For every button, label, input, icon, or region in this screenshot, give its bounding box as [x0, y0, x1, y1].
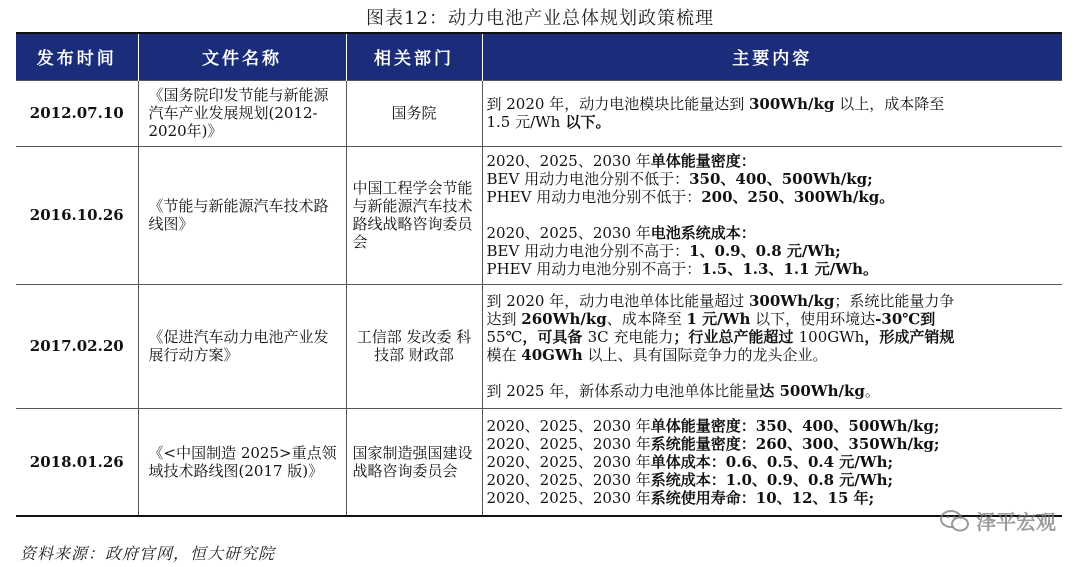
content-text: ；系统比能量力争	[834, 292, 955, 310]
header-main-content: 主要内容	[482, 33, 1062, 80]
content-text: 以上、具有国际竞争力的龙头企业。	[582, 346, 828, 364]
content-text: 2020、2025、2030 年	[486, 434, 651, 453]
content-text: 2020、2025、2030 年	[486, 452, 651, 471]
content-line	[487, 471, 1059, 489]
content-line	[487, 292, 1059, 310]
content-line	[487, 242, 1059, 260]
release-date: 2016.10.26	[16, 146, 138, 284]
main-content	[482, 80, 1062, 146]
content-text: 、成本降至	[606, 310, 687, 328]
content-line	[487, 417, 1059, 435]
content-highlight: 350、400、500Wh/kg;	[689, 170, 873, 188]
content-line	[487, 224, 1059, 242]
content-text: 2020、2025、2030 年	[486, 488, 651, 507]
header-document-name: 文件名称	[138, 33, 346, 80]
content-text: 到 2020 年，动力电池模块比能量达到	[486, 95, 749, 113]
content-line	[487, 310, 1059, 328]
content-spacer	[487, 206, 1059, 224]
content-highlight: 以下。	[560, 113, 611, 131]
content-highlight: 1.5、1.3、1.1 元/Wh。	[701, 260, 878, 278]
content-text: 1.5 元/Wh	[486, 113, 561, 131]
content-text: 以上，成本降至	[834, 95, 945, 113]
content-highlight: 260Wh/kg	[521, 310, 607, 328]
content-highlight: -30℃到	[875, 310, 936, 328]
content-spacer	[487, 364, 1059, 382]
main-content	[482, 284, 1062, 408]
content-text: 2020、2025、2030 年	[486, 152, 651, 170]
content-text: 3C 充电能力	[587, 328, 674, 346]
content-line	[487, 95, 1059, 113]
table-row	[16, 146, 1062, 284]
content-highlight: 单体能量密度：	[650, 152, 756, 170]
content-highlight: ，形成产销规	[864, 328, 955, 346]
content-highlight: 300Wh/kg	[748, 95, 835, 113]
source-note: 资料来源：政府官网，恒大研究院	[20, 544, 276, 563]
content-text: BEV 用动力电池分别不高于：	[486, 242, 690, 260]
policy-table	[16, 32, 1062, 517]
content-highlight: 单体能量密度：350、400、500Wh/kg;	[650, 416, 940, 435]
content-highlight: 40GWh	[521, 346, 583, 364]
content-text: 2020、2025、2030 年	[486, 224, 651, 242]
table-row	[16, 408, 1062, 516]
content-text: 以下，使用环境达	[750, 310, 876, 328]
content-line	[487, 382, 1059, 400]
content-line	[487, 188, 1059, 206]
content-line	[487, 170, 1059, 188]
watermark	[940, 506, 1056, 535]
content-text: 2020、2025、2030 年	[486, 416, 651, 435]
content-line	[487, 489, 1059, 507]
content-highlight: 系统使用寿命：10、12、15 年;	[650, 488, 875, 507]
release-date: 2017.02.20	[16, 284, 138, 408]
content-text: 100GWh	[798, 328, 865, 346]
table-caption: 图表12：动力电池产业总体规划政策梳理	[366, 8, 714, 29]
content-text: 模在	[486, 346, 522, 364]
document-name: 《<中国制造 2025>重点领域技术路线图(2017 版)》	[138, 408, 346, 516]
content-text: 到 2025 年，新体系动力电池单体比能量	[486, 382, 760, 400]
content-line	[487, 260, 1059, 278]
header-release-date: 发布时间	[16, 33, 138, 80]
content-highlight: ；行业总产能超过	[673, 328, 799, 346]
content-line	[487, 346, 1059, 364]
content-highlight: ，可具备	[522, 328, 588, 346]
release-date: 2012.07.10	[16, 80, 138, 146]
content-highlight: 300Wh/kg	[748, 292, 835, 310]
content-text: 2020、2025、2030 年	[486, 470, 651, 489]
header-department: 相关部门	[346, 33, 482, 80]
main-content	[482, 408, 1062, 516]
content-line	[487, 152, 1059, 170]
watermark-text: 泽平宏观	[976, 510, 1056, 534]
department: 工信部 发改委 科技部 财政部	[346, 284, 482, 408]
table-row	[16, 80, 1062, 146]
content-text: PHEV 用动力电池分别不高于：	[486, 260, 702, 278]
content-text: 达到	[486, 310, 522, 328]
table-header-row	[16, 33, 1062, 80]
department: 国务院	[346, 80, 482, 146]
content-text: 55℃	[486, 328, 523, 346]
document-name: 《国务院印发节能与新能源汽车产业发展规划(2012-2020年)》	[138, 80, 346, 146]
content-highlight: 电池系统成本：	[650, 224, 756, 242]
department: 中国工程学会节能与新能源汽车技术路线战略咨询委员会	[346, 146, 482, 284]
content-line	[487, 113, 1059, 131]
department: 国家制造强国建设战略咨询委员会	[346, 408, 482, 516]
content-highlight: 达 500Wh/kg	[759, 382, 865, 400]
content-text: BEV 用动力电池分别不低于：	[486, 170, 690, 188]
content-text: 。	[864, 382, 880, 400]
content-highlight: 系统成本：1.0、0.9、0.8 元/Wh;	[650, 470, 894, 489]
document-name: 《节能与新能源汽车技术路线图》	[138, 146, 346, 284]
release-date: 2018.01.26	[16, 408, 138, 516]
content-text: PHEV 用动力电池分别不低于：	[486, 188, 702, 206]
wechat-icon	[940, 509, 970, 533]
content-highlight: 单体成本：0.6、0.5、0.4 元/Wh;	[650, 452, 894, 471]
content-line	[487, 453, 1059, 471]
main-content	[482, 146, 1062, 284]
content-line	[487, 435, 1059, 453]
content-highlight: 1 元/Wh	[686, 310, 751, 328]
content-text: 到 2020 年，动力电池单体比能量超过	[486, 292, 749, 310]
document-name: 《促进汽车动力电池产业发展行动方案》	[138, 284, 346, 408]
content-highlight: 系统能量密度：260、300、350Wh/kg;	[650, 434, 940, 453]
content-line	[487, 328, 1059, 346]
content-highlight: 1、0.9、0.8 元/Wh;	[689, 242, 841, 260]
content-highlight: 200、250、300Wh/kg。	[701, 188, 895, 206]
table-row	[16, 284, 1062, 408]
